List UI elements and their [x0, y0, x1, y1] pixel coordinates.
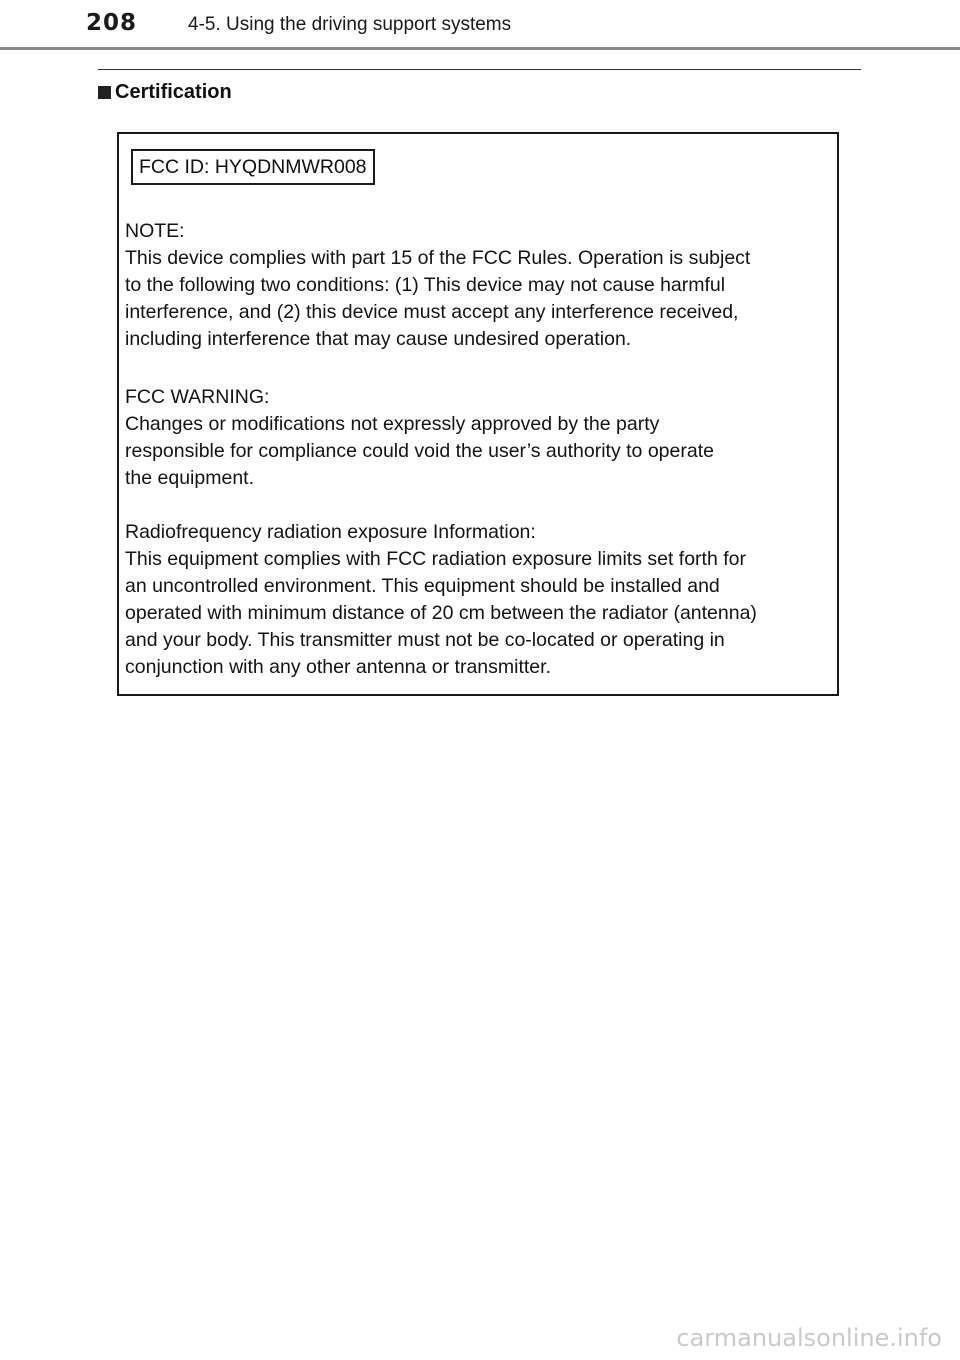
radiation-line: an uncontrolled environment. This equipment should be installed and — [125, 575, 720, 597]
radiation-line: and your body. This transmitter must not be co-located or operating in — [125, 629, 725, 651]
radiation-title: Radiofrequency radiation exposure Information: — [125, 521, 536, 543]
warning-line: responsible for compliance could void the user’s authority to operate — [125, 440, 714, 462]
section-divider — [98, 69, 861, 70]
section-title: Certification — [115, 81, 232, 103]
note-line: including interference that may cause undesired operation. — [125, 328, 632, 350]
warning-line: the equipment. — [125, 467, 255, 489]
note-line: This device complies with part 15 of the FCC Rules. Operation is subject — [125, 247, 751, 269]
fcc-id-label: FCC ID: HYQDNMWR008 — [131, 149, 375, 185]
section-heading — [98, 81, 232, 104]
running-header: 4-5. Using the driving support systems — [188, 14, 512, 35]
note-block — [125, 218, 837, 353]
note-line: interference, and (2) this device must accept any interference received, — [125, 301, 739, 323]
radiation-line: This equipment complies with FCC radiation exposure limits set forth for — [125, 548, 746, 570]
certification-label-box — [117, 132, 839, 696]
square-bullet-icon — [98, 86, 111, 99]
watermark: carmanualsonline.info — [676, 1324, 942, 1352]
page-number: 208 — [86, 10, 138, 36]
radiation-line: conjunction with any other antenna or transmitter. — [125, 656, 551, 678]
note-line: to the following two conditions: (1) This device may not cause harmful — [125, 274, 726, 296]
radiation-line: operated with minimum distance of 20 cm between the radiator (antenna) — [125, 602, 757, 624]
warning-line: Changes or modifications not expressly approved by the party — [125, 413, 660, 435]
note-title: NOTE: — [125, 220, 185, 242]
header-divider — [0, 47, 960, 50]
radiation-exposure-block — [125, 519, 837, 681]
warning-title: FCC WARNING: — [125, 386, 270, 408]
fcc-warning-block — [125, 384, 837, 492]
